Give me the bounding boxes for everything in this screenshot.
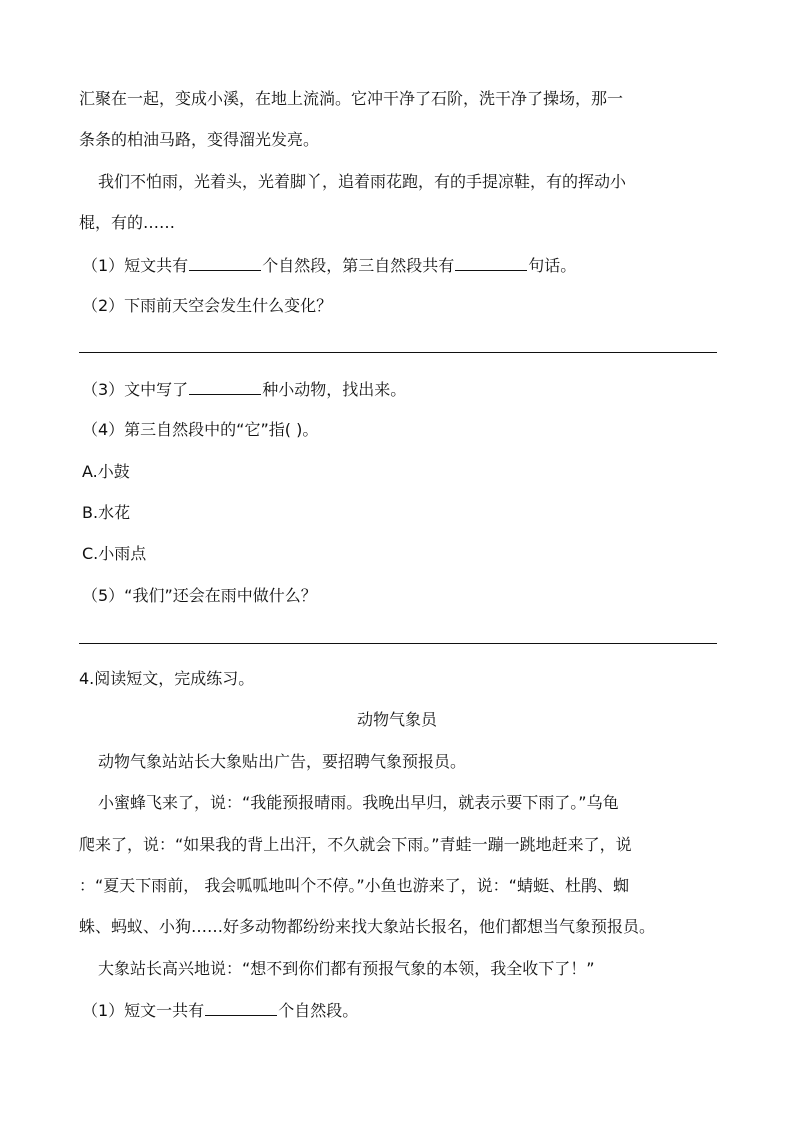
question-1 bbox=[82, 254, 576, 277]
answer-blank[interactable] bbox=[205, 999, 277, 1016]
passage4-p2-line4: 蛛、蚂蚁、小狗……好多动物都纷纷来找大象站长报名，他们都想当气象预报员。 bbox=[79, 917, 656, 936]
passage4-p2-line3: ：“夏天下雨前， 我会呱呱地叫个不停。”小鱼也游来了，说：“蜻蜓、杜鹃、蜘 bbox=[79, 876, 629, 895]
answer-blank[interactable] bbox=[189, 254, 261, 271]
passage3-line1: 汇聚在一起，变成小溪，在地上流淌。它冲干净了石阶，洗干净了操场，那一 bbox=[79, 89, 624, 108]
passage-title: 动物气象员 bbox=[356, 710, 437, 729]
passage4-p1: 动物气象站站长大象贴出广告，要招聘气象预报员。 bbox=[98, 752, 467, 771]
question-5: （5）“我们”还会在雨中做什么？ bbox=[82, 586, 317, 605]
question-2: （2）下雨前天空会发生什么变化？ bbox=[82, 296, 333, 315]
answer-blank[interactable] bbox=[455, 254, 527, 271]
section4-question-1 bbox=[82, 999, 358, 1022]
option-c: C.小雨点 bbox=[82, 544, 147, 563]
passage3-line4: 棍，有的…… bbox=[79, 213, 176, 232]
passage4-p2-line1: 小蜜蜂飞来了，说：“我能预报晴雨。我晚出早归，就表示要下雨了。”乌龟 bbox=[98, 793, 619, 812]
question-4: （4）第三自然段中的“它”指( )。 bbox=[82, 420, 319, 439]
passage3-line3: 我们不怕雨，光着头，光着脚丫，追着雨花跑，有的手提凉鞋，有的挥动小 bbox=[98, 172, 627, 191]
question-1-text-c: 句话。 bbox=[528, 256, 577, 275]
option-b: B.水花 bbox=[82, 503, 131, 522]
answer-line[interactable] bbox=[79, 352, 717, 353]
section4-question-1-text-b: 个自然段。 bbox=[278, 1001, 359, 1020]
passage4-p3: 大象站长高兴地说：“想不到你们都有预报气象的本领，我全收下了！” bbox=[98, 959, 595, 978]
section4-question-1-text-a: （1）短文一共有 bbox=[82, 1001, 205, 1020]
passage4-p2-line2: 爬来了，说：“如果我的背上出汗，不久就会下雨。”青蛙一蹦一跳地赶来了，说 bbox=[79, 835, 632, 854]
question-1-text-a: （1）短文共有 bbox=[82, 256, 189, 275]
answer-line[interactable] bbox=[79, 643, 717, 644]
question-1-text-b: 个自然段，第三自然段共有 bbox=[262, 256, 455, 275]
option-a: A.小鼓 bbox=[82, 462, 130, 481]
passage3-line2: 条条的柏油马路，变得溜光发亮。 bbox=[79, 130, 320, 149]
answer-blank[interactable] bbox=[189, 378, 261, 395]
question-3-text-b: 种小动物，找出来。 bbox=[262, 380, 407, 399]
question-3 bbox=[82, 378, 406, 401]
question-3-text-a: （3）文中写了 bbox=[82, 380, 189, 399]
section-heading: 4.阅读短文，完成练习。 bbox=[79, 669, 255, 688]
